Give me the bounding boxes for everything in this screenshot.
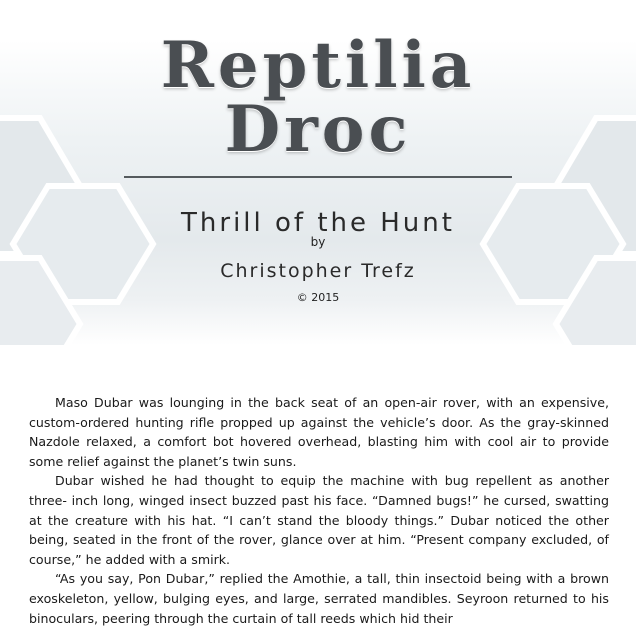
book-subtitle: Thrill of the Hunt <box>181 207 455 238</box>
paragraph: Maso Dubar was lounging in the back seat of an open-air rover, with an expensive, custom-ordered hunting rifle propped up against the vehicle’s door. As the gray-skinned Nazdole relaxed, a comfort bot hovered overhead, blasting him with cool air to provide some relief against the planet’s twin suns. <box>29 395 609 469</box>
copyright-notice: © 2015 <box>296 291 340 304</box>
author-name: Christopher Trefz <box>220 260 416 282</box>
paragraph: “As you say, Pon Dubar,” replied the Amothie, a tall, thin insectoid being with a brown exoskeleton, yellow, bulging eyes, and large, serrated mandibles. Seyroon returned to his binoculars, peering through the curtain of tall reeds which hid their <box>29 571 609 626</box>
story-text <box>29 393 609 628</box>
by-label: by <box>310 235 326 249</box>
book-title-line-2: Droc <box>224 92 412 167</box>
paragraph: Dubar wished he had thought to equip the machine with bug repellent as another three- inch long, winged insect buzzed past his face. “Damned bugs!” he cursed, swatting at the creature with his hat. “I can’t stand the bloody things.” Dubar noticed the other being, seated in the front of the rover, glance over at him. “Present company excluded, of course,” he added with a smirk. <box>29 473 609 567</box>
book-title-line-1: Reptilia <box>160 28 476 103</box>
title-divider <box>124 176 512 178</box>
